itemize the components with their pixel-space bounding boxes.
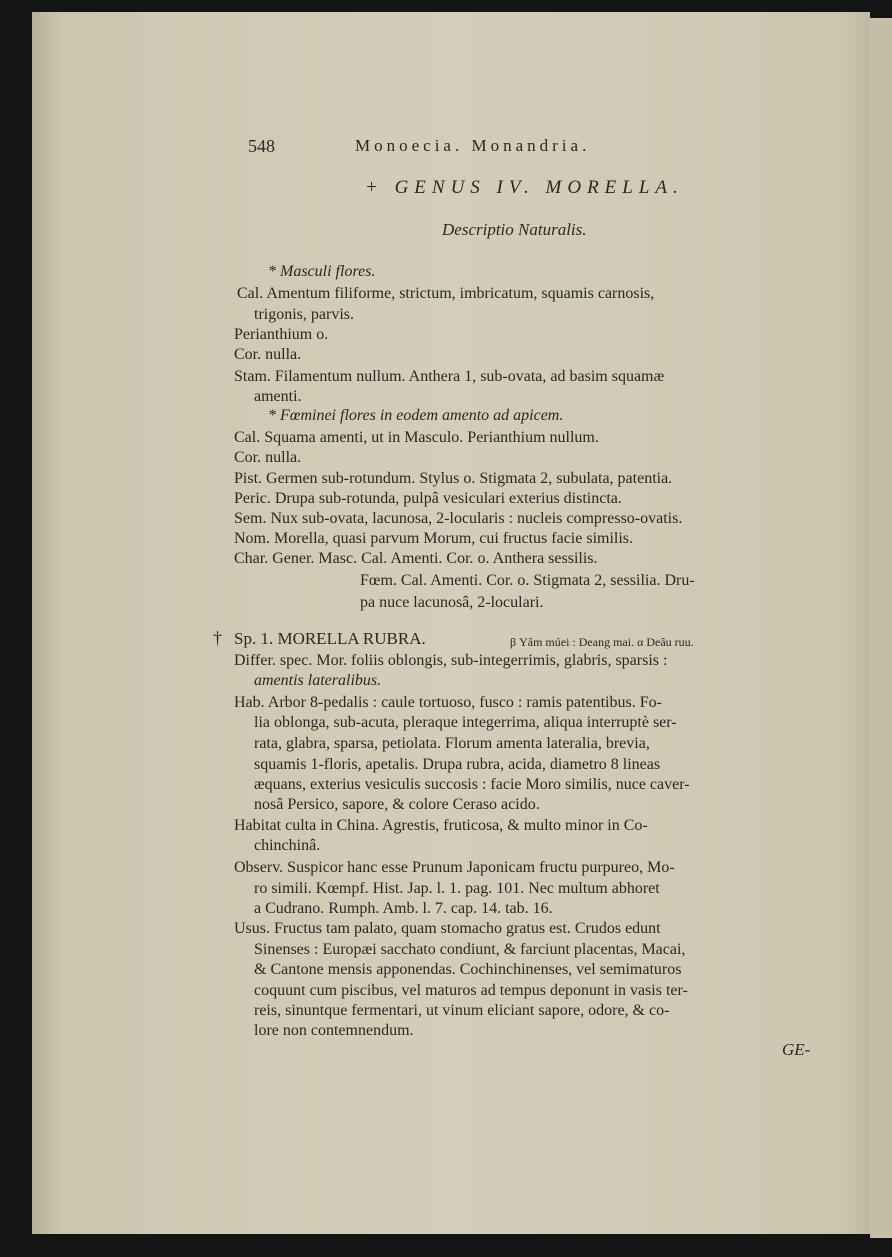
genus-title: + GENUS IV. MORELLA.: [365, 177, 684, 198]
text-line: squamis 1-floris, apetalis. Drupa rubra, acida, diametro 8 lineas: [254, 756, 661, 773]
text-line: Cor. nulla.: [234, 449, 302, 466]
species-title: Sp. 1. MORELLA RUBRA.: [234, 629, 426, 648]
text-line: Peric. Drupa sub-rotunda, pulpâ vesiculari exterius distincta.: [234, 490, 622, 507]
text-line: nosâ Persico, sapore, & colore Ceraso acido.: [254, 796, 540, 813]
catchword: GE-: [782, 1040, 811, 1059]
section-title: Descriptio Naturalis.: [442, 220, 587, 239]
text-line: reis, sinuntque fermentari, ut vinum eliciant sapore, odore, & co-: [254, 1002, 670, 1019]
text-line: Sem. Nux sub-ovata, lacunosa, 2-locularis : nucleis compresso-ovatis.: [234, 510, 683, 527]
masculi-flores-heading: * Masculi flores.: [268, 263, 376, 280]
text-line: Hab. Arbor 8-pedalis : caule tortuoso, fusco : ramis patentibus. Fo-: [234, 694, 662, 711]
text-line: Habitat culta in China. Agrestis, fruticosa, & multo minor in Co-: [234, 817, 648, 834]
character-genus-line: Char. Gener. Masc. Cal. Amenti. Cor. o. Anthera sessilis.: [234, 550, 598, 567]
text-line: ro simili. Kœmpf. Hist. Jap. l. 1. pag. 101. Nec multum abhoret: [254, 880, 660, 897]
text-line: Perianthium o.: [234, 326, 329, 343]
text-line: trigonis, parvis.: [254, 306, 354, 323]
text-line: lore non contemnendum.: [254, 1022, 414, 1039]
dagger-mark: †: [213, 628, 222, 648]
text-line: chinchinâ.: [254, 837, 321, 854]
running-head: Monoecia. Monandria.: [355, 136, 591, 155]
text-line: Usus. Fructus tam palato, quam stomacho gratus est. Crudos edunt: [234, 920, 661, 937]
text-line: Stam. Filamentum nullum. Anthera 1, sub-ovata, ad basim squamæ: [234, 368, 665, 385]
text-line: Cal. Squama amenti, ut in Masculo. Perianthium nullum.: [234, 429, 599, 446]
text-line: Differ. spec. Mor. foliis oblongis, sub-integerrimis, glabris, sparsis :: [234, 652, 668, 669]
text-line: Cal. Amentum filiforme, strictum, imbricatum, squamis carnosis,: [237, 285, 655, 302]
text-line: Pist. Germen sub-rotundum. Stylus o. Stigmata 2, subulata, patentia.: [234, 470, 673, 487]
text-line: & Cantone mensis apponendas. Cochinchinenses, vel semimaturos: [254, 961, 682, 978]
text-line: a Cudrano. Rumph. Amb. l. 7. cap. 14. tab. 16.: [254, 900, 553, 917]
text-line: Sinenses : Europæi sacchato condiunt, & farciunt placentas, Macai,: [254, 941, 686, 958]
text-line: Observ. Suspicor hanc esse Prunum Japonicam fructu purpureo, Mo-: [234, 859, 675, 876]
text-line: amentis lateralibus.: [254, 672, 382, 689]
text-line: Cor. nulla.: [234, 346, 302, 363]
text-line: rata, glabra, sparsa, petiolata. Florum amenta lateralia, brevia,: [254, 735, 650, 752]
text-line: coquunt cum piscibus, vel maturos ad tempus deponunt in vasis ter-: [254, 982, 688, 999]
text-line: Nom. Morella, quasi parvum Morum, cui fructus facie similis.: [234, 530, 634, 547]
text-line: æquans, exterius vesiculis succosis : facie Moro similis, nuce caver-: [254, 776, 690, 793]
text-line: amenti.: [254, 388, 302, 405]
foeminei-flores-heading: * Fœminei flores in eodem amento ad apicem.: [268, 407, 564, 424]
vernacular-names: β Yâm múei : Deang mai. α Deâu ruu.: [510, 635, 694, 649]
page-number: 548: [248, 136, 275, 156]
text-line: lia oblonga, sub-acuta, pleraque integerrima, aliqua interruptè ser-: [254, 714, 677, 731]
character-genus-line: pa nuce lacunosâ, 2-loculari.: [360, 594, 544, 611]
adjacent-page-edge: [870, 18, 892, 1238]
character-genus-line: Fœm. Cal. Amenti. Cor. o. Stigmata 2, sessilia. Dru-: [360, 572, 695, 589]
